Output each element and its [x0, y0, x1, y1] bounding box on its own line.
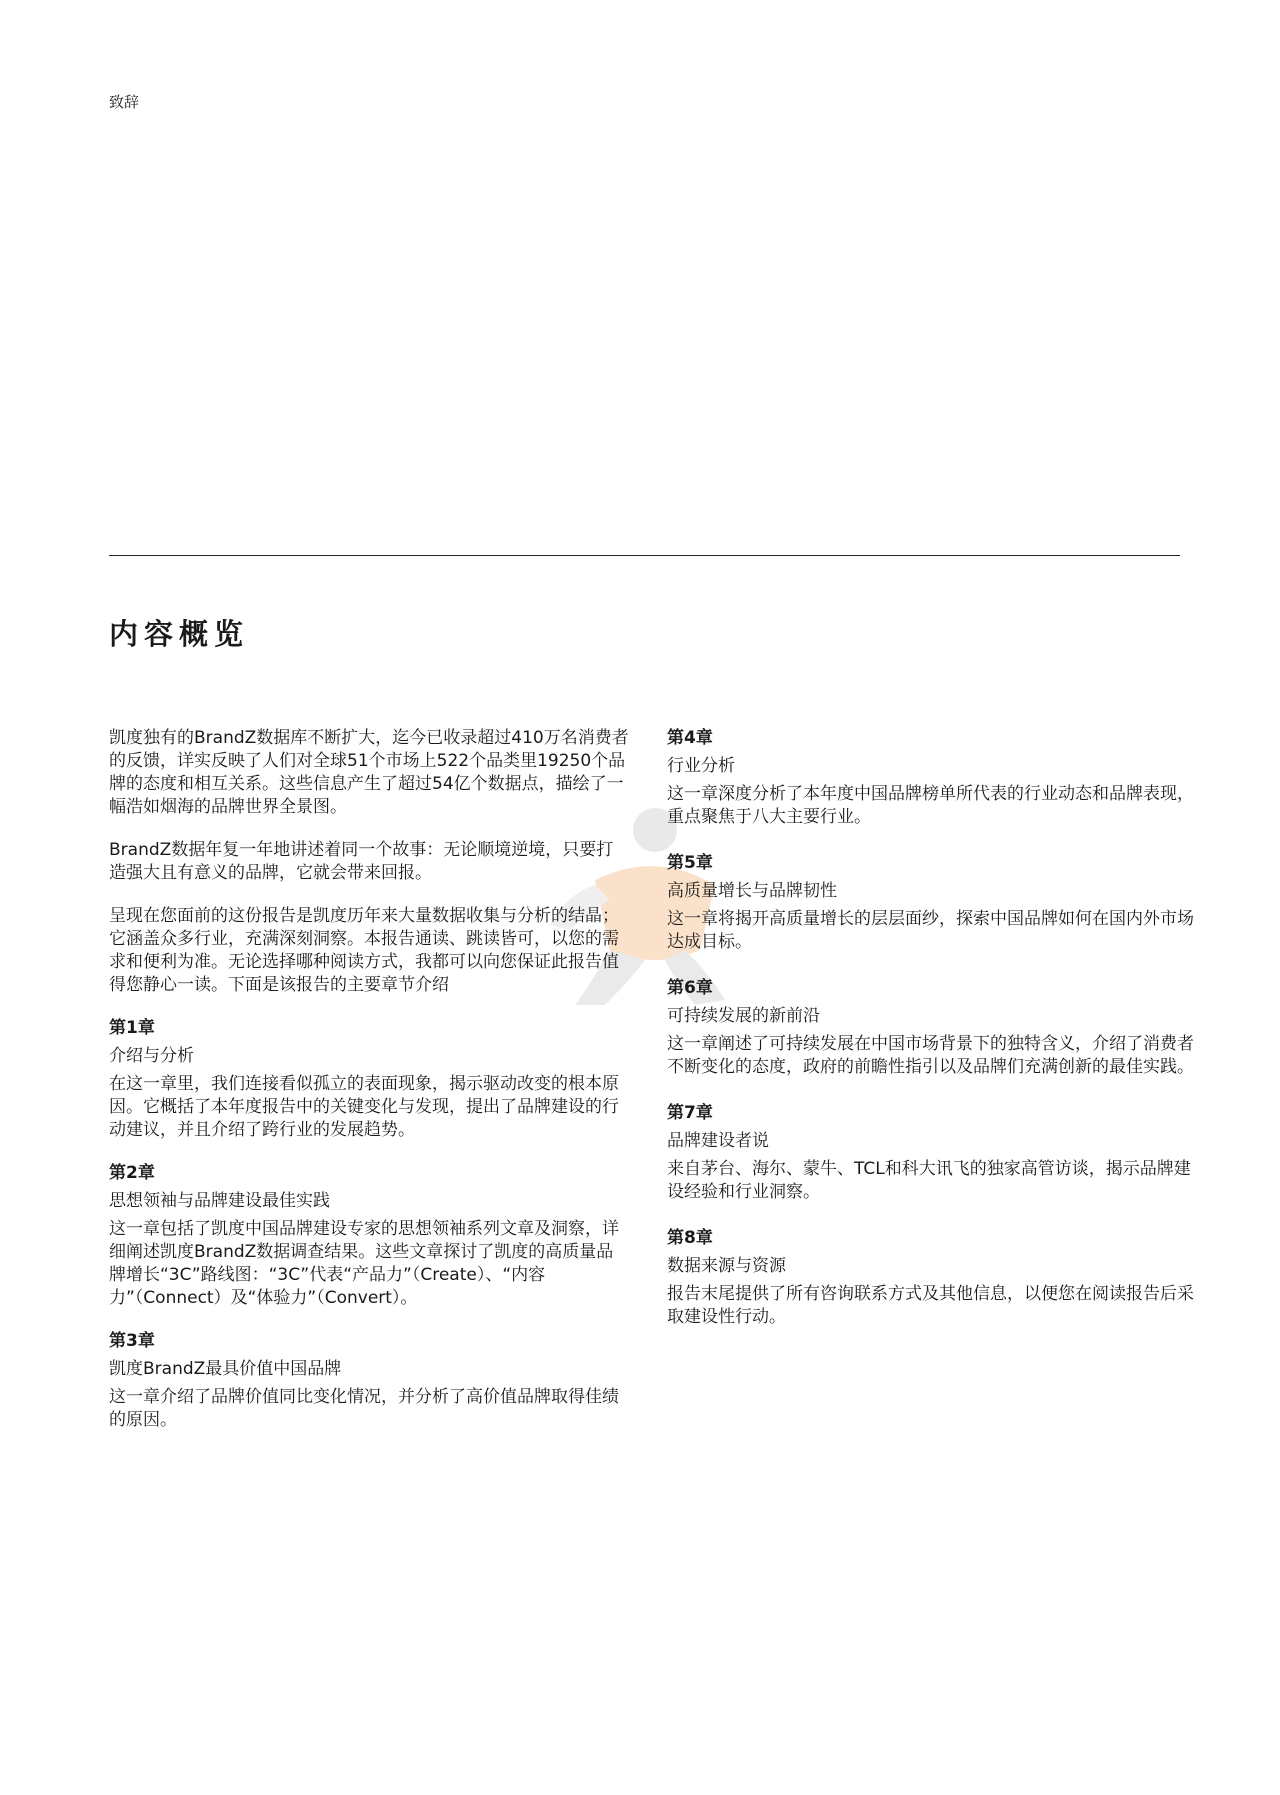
chapter-number: 第8章	[667, 1228, 713, 1248]
chapter-description: 这一章包括了凯度中国品牌建设专家的思想领袖系列文章及洞察，详细阐述凯度BrandZ数据调查结果。这些文章探讨了凯度的高质量品牌增长“3C”路线图：“3C”代表“产品力”（Create）、“内容力”（Connect）及“体验力”（Convert）。	[109, 1219, 619, 1308]
chapter-8	[667, 1227, 1197, 1329]
section-title: 内容概览	[109, 617, 250, 651]
chapter-7	[667, 1102, 1197, 1204]
chapter-number: 第7章	[667, 1103, 713, 1123]
chapter-number: 第1章	[109, 1018, 155, 1038]
page-header-label: 致辞	[109, 93, 140, 111]
chapter-2	[109, 1162, 629, 1310]
chapter-description: 报告末尾提供了所有咨询联系方式及其他信息，以便您在阅读报告后采取建设性行动。	[667, 1284, 1194, 1327]
chapter-description: 这一章深度分析了本年度中国品牌榜单所代表的行业动态和品牌表现，重点聚焦于八大主要行业。	[667, 784, 1194, 827]
chapter-6	[667, 977, 1197, 1079]
intro-paragraph: 凯度独有的BrandZ数据库不断扩大，迄今已收录超过410万名消费者的反馈，详实反映了人们对全球51个市场上522个品类里19250个品牌的态度和相互关系。这些信息产生了超过54亿个数据点，描绘了一幅浩如烟海的品牌世界全景图。	[109, 728, 629, 817]
intro-paragraph: 呈现在您面前的这份报告是凯度历年来大量数据收集与分析的结晶；它涵盖众多行业，充满深刻洞察。本报告通读、跳读皆可，以您的需求和便利为准。无论选择哪种阅读方式，我都可以向您保证此报告值得您静心一读。下面是该报告的主要章节介绍	[109, 906, 619, 995]
section-divider	[109, 555, 1180, 556]
chapter-description: 这一章将揭开高质量增长的层层面纱，探索中国品牌如何在国内外市场达成目标。	[667, 909, 1194, 952]
chapter-title: 介绍与分析	[109, 1046, 194, 1066]
right-column	[667, 727, 1197, 1352]
chapter-number: 第3章	[109, 1331, 155, 1351]
chapter-title: 行业分析	[667, 756, 735, 776]
chapter-title: 数据来源与资源	[667, 1256, 786, 1276]
chapter-description: 这一章阐述了可持续发展在中国市场背景下的独特含义，介绍了消费者不断变化的态度，政府的前瞻性指引以及品牌们充满创新的最佳实践。	[667, 1034, 1194, 1077]
chapter-number: 第4章	[667, 728, 713, 748]
chapter-number: 第6章	[667, 978, 713, 998]
chapter-1	[109, 1017, 629, 1142]
chapter-description: 在这一章里，我们连接看似孤立的表面现象，揭示驱动改变的根本原因。它概括了本年度报告中的关键变化与发现，提出了品牌建设的行动建议，并且介绍了跨行业的发展趋势。	[109, 1074, 619, 1140]
chapter-3	[109, 1330, 629, 1432]
chapter-description: 来自茅台、海尔、蒙牛、TCL和科大讯飞的独家高管访谈，揭示品牌建设经验和行业洞察。	[667, 1159, 1191, 1202]
chapter-number: 第2章	[109, 1163, 155, 1183]
intro-paragraph: BrandZ数据年复一年地讲述着同一个故事：无论顺境逆境，只要打造强大且有意义的品牌，它就会带来回报。	[109, 840, 614, 883]
chapter-5	[667, 852, 1197, 954]
chapter-title: 凯度BrandZ最具价值中国品牌	[109, 1359, 342, 1379]
chapter-title: 品牌建设者说	[667, 1131, 769, 1151]
chapter-number: 第5章	[667, 853, 713, 873]
chapter-title: 可持续发展的新前沿	[667, 1006, 820, 1026]
chapter-description: 这一章介绍了品牌价值同比变化情况，并分析了高价值品牌取得佳绩的原因。	[109, 1387, 619, 1430]
chapter-4	[667, 727, 1197, 829]
chapter-title: 思想领袖与品牌建设最佳实践	[109, 1191, 330, 1211]
left-column	[109, 727, 629, 1452]
chapter-title: 高质量增长与品牌韧性	[667, 881, 837, 901]
